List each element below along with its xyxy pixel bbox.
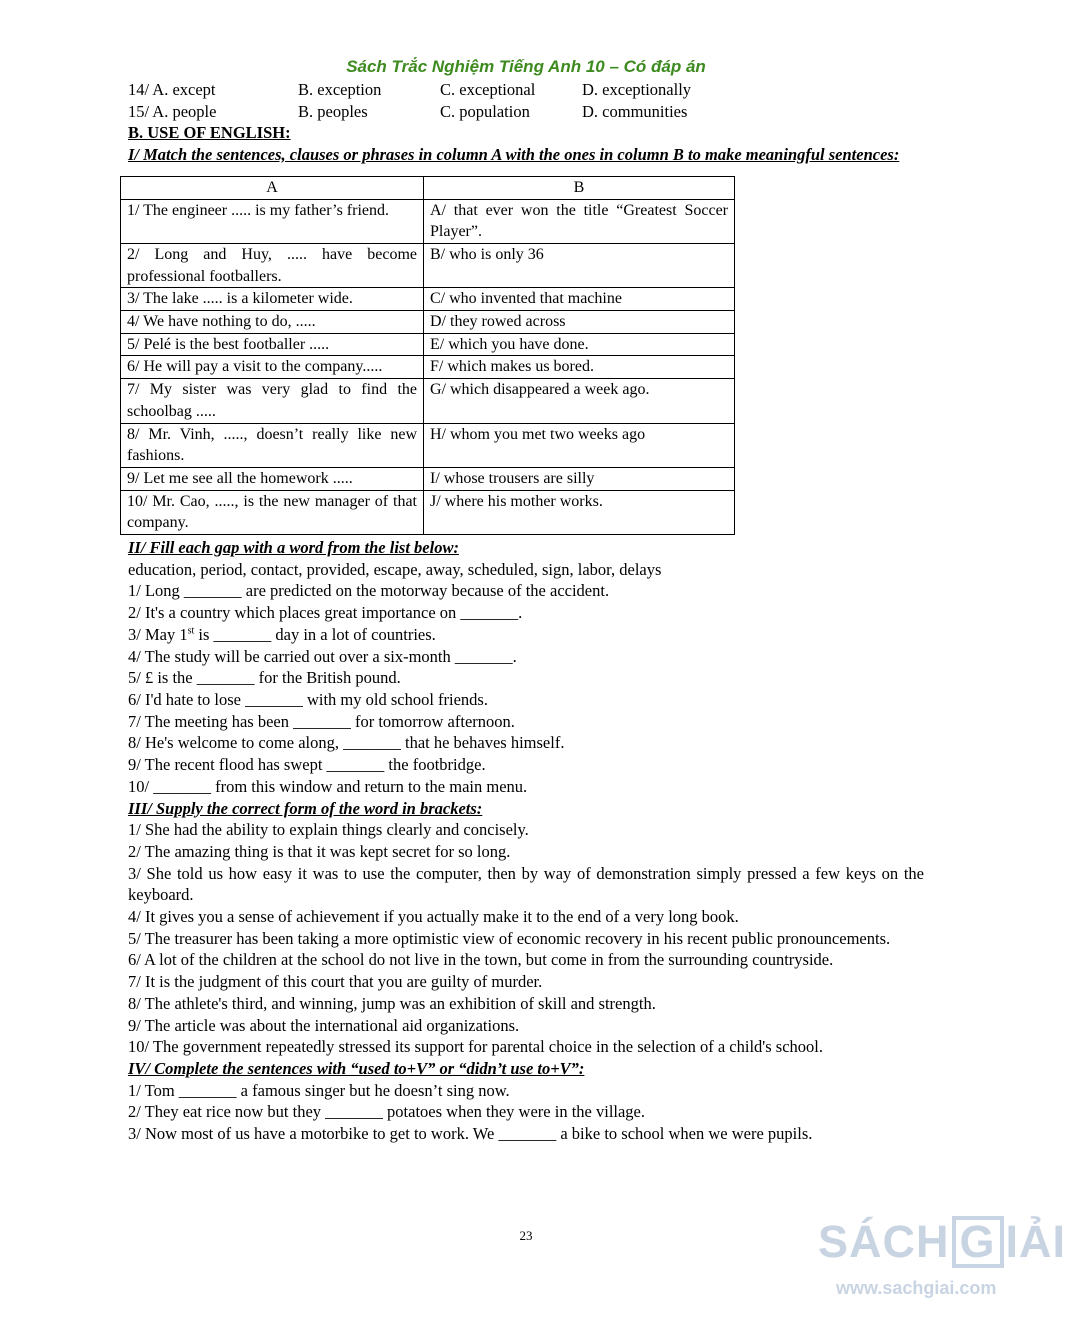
cell-b: A/ that ever won the title “Greatest Soccer Player”. bbox=[424, 199, 735, 243]
cell-b: I/ whose trousers are silly bbox=[424, 467, 735, 490]
fill-question: 8/ He's welcome to come along, _______ that he behaves himself. bbox=[128, 733, 565, 753]
column-b-header: B bbox=[424, 176, 735, 199]
table-row bbox=[121, 333, 735, 356]
cell-b: J/ where his mother works. bbox=[424, 490, 735, 534]
word-form-question: 3/ She told us how easy it was to use the computer, then by way of demonstration simply pressed a few keys on the keyboard. bbox=[128, 863, 924, 905]
option-d: D. exceptionally bbox=[582, 80, 692, 99]
cell-a: 6/ He will pay a visit to the company..... bbox=[121, 356, 424, 379]
table-row bbox=[121, 311, 735, 334]
section-b-heading: B. USE OF ENGLISH: bbox=[128, 123, 291, 143]
fill-question: 6/ I'd hate to lose _______ with my old school friends. bbox=[128, 689, 488, 709]
column-a-header: A bbox=[121, 176, 424, 199]
ordinal-suffix: st bbox=[187, 625, 195, 637]
word-form-question: 5/ The treasurer has been taking a more optimistic view of economic recovery in his recent public pronouncements. bbox=[128, 928, 891, 948]
cell-b: D/ they rowed across bbox=[424, 311, 735, 334]
option-b: B. exception bbox=[298, 80, 382, 99]
question-text: 3/ May 1 bbox=[128, 624, 188, 644]
site-watermark bbox=[818, 1212, 1066, 1312]
word-list: education, period, contact, provided, escape, away, scheduled, sign, labor, delays bbox=[128, 559, 662, 579]
fill-question: 1/ Long _______ are predicted on the motorway because of the accident. bbox=[128, 581, 610, 601]
logo-box-letter: G bbox=[952, 1216, 1004, 1268]
matching-table bbox=[120, 176, 735, 535]
page-content bbox=[128, 79, 924, 1145]
cell-a: 4/ We have nothing to do, ..... bbox=[121, 311, 424, 334]
table-row bbox=[121, 288, 735, 311]
question-options-row bbox=[128, 101, 924, 123]
part3-instruction: III/ Supply the correct form of the word in brackets: bbox=[128, 798, 483, 818]
cell-b: H/ whom you met two weeks ago bbox=[424, 423, 735, 467]
fill-question: 5/ £ is the _______ for the British pound. bbox=[128, 668, 401, 688]
part4-instruction: IV/ Complete the sentences with “used to+V” or “didn’t use to+V”: bbox=[128, 1058, 585, 1078]
question-options-row bbox=[128, 79, 924, 101]
watermark-url: www.sachgiai.com bbox=[836, 1278, 997, 1298]
cell-a: 2/ Long and Huy, ..... have become professional footballers. bbox=[121, 243, 424, 287]
option-a: 15/ A. people bbox=[128, 101, 217, 121]
used-to-question: 1/ Tom _______ a famous singer but he doesn’t sing now. bbox=[128, 1080, 510, 1100]
table-header-row bbox=[121, 176, 735, 199]
used-to-question: 3/ Now most of us have a motorbike to get to work. We _______ a bike to school when we were pupils. bbox=[128, 1124, 813, 1144]
cell-b: C/ who invented that machine bbox=[424, 288, 735, 311]
word-form-question: 8/ The athlete's third, and winning, jump was an exhibition of skill and strength. bbox=[128, 993, 656, 1013]
fill-question: 4/ The study will be carried out over a six-month _______. bbox=[128, 646, 517, 666]
cell-b: F/ which makes us bored. bbox=[424, 356, 735, 379]
word-form-question: 4/ It gives you a sense of achievement if you actually make it to the end of a very long book. bbox=[128, 907, 739, 927]
word-form-question: 10/ The government repeatedly stressed its support for parental choice in the selection of a child's school. bbox=[128, 1037, 824, 1057]
word-form-question: 2/ The amazing thing is that it was kept secret for so long. bbox=[128, 841, 511, 861]
cell-a: 1/ The engineer ..... is my father’s friend. bbox=[121, 199, 424, 243]
option-b: B. peoples bbox=[298, 101, 368, 121]
cell-a: 8/ Mr. Vinh, ....., doesn’t really like new fashions. bbox=[121, 423, 424, 467]
table-row bbox=[121, 199, 735, 243]
logo-text-left: SÁCH bbox=[818, 1216, 950, 1267]
table-row bbox=[121, 423, 735, 467]
cell-b: B/ who is only 36 bbox=[424, 243, 735, 287]
part1-instruction: I/ Match the sentences, clauses or phrases in column A with the ones in column B to make meaningful sentences: bbox=[128, 145, 900, 165]
table-row bbox=[121, 356, 735, 379]
table-row bbox=[121, 379, 735, 423]
word-form-question: 1/ She had the ability to explain things clearly and concisely. bbox=[128, 820, 529, 840]
fill-question bbox=[128, 624, 924, 646]
cell-a: 10/ Mr. Cao, ....., is the new manager of that company. bbox=[121, 490, 424, 534]
cell-a: 9/ Let me see all the homework ..... bbox=[121, 467, 424, 490]
table-row bbox=[121, 467, 735, 490]
word-form-question: 9/ The article was about the international aid organizations. bbox=[128, 1015, 520, 1035]
logo-text-right: IẢI bbox=[1005, 1216, 1066, 1267]
option-c: C. exceptional bbox=[440, 80, 536, 99]
fill-question: 2/ It's a country which places great importance on _______. bbox=[128, 603, 523, 623]
table-row bbox=[121, 490, 735, 534]
word-form-question: 6/ A lot of the children at the school do not live in the town, but come in from the surrounding countryside. bbox=[128, 950, 834, 970]
page-number: 23 bbox=[519, 1228, 533, 1243]
option-d: D. communities bbox=[582, 101, 688, 121]
word-form-question: 7/ It is the judgment of this court that you are guilty of murder. bbox=[128, 972, 543, 992]
fill-question: 9/ The recent flood has swept _______ the footbridge. bbox=[128, 755, 486, 775]
option-a: 14/ A. except bbox=[128, 80, 216, 99]
table-row bbox=[121, 243, 735, 287]
fill-question: 7/ The meeting has been _______ for tomorrow afternoon. bbox=[128, 711, 515, 731]
cell-b: E/ which you have done. bbox=[424, 333, 735, 356]
used-to-question: 2/ They eat rice now but they _______ potatoes when they were in the village. bbox=[128, 1102, 646, 1122]
cell-b: G/ which disappeared a week ago. bbox=[424, 379, 735, 423]
question-text: is _______ day in a lot of countries. bbox=[194, 624, 436, 644]
cell-a: 3/ The lake ..... is a kilometer wide. bbox=[121, 288, 424, 311]
page-header-title: Sách Trắc Nghiệm Tiếng Anh 10 – Có đáp án bbox=[346, 57, 706, 76]
fill-question: 10/ _______ from this window and return to the main menu. bbox=[128, 776, 528, 796]
part2-instruction: II/ Fill each gap with a word from the list below: bbox=[128, 538, 459, 558]
cell-a: 5/ Pelé is the best footballer ..... bbox=[121, 333, 424, 356]
option-c: C. population bbox=[440, 101, 530, 121]
cell-a: 7/ My sister was very glad to find the schoolbag ..... bbox=[121, 379, 424, 423]
watermark-logo bbox=[818, 1212, 1066, 1272]
